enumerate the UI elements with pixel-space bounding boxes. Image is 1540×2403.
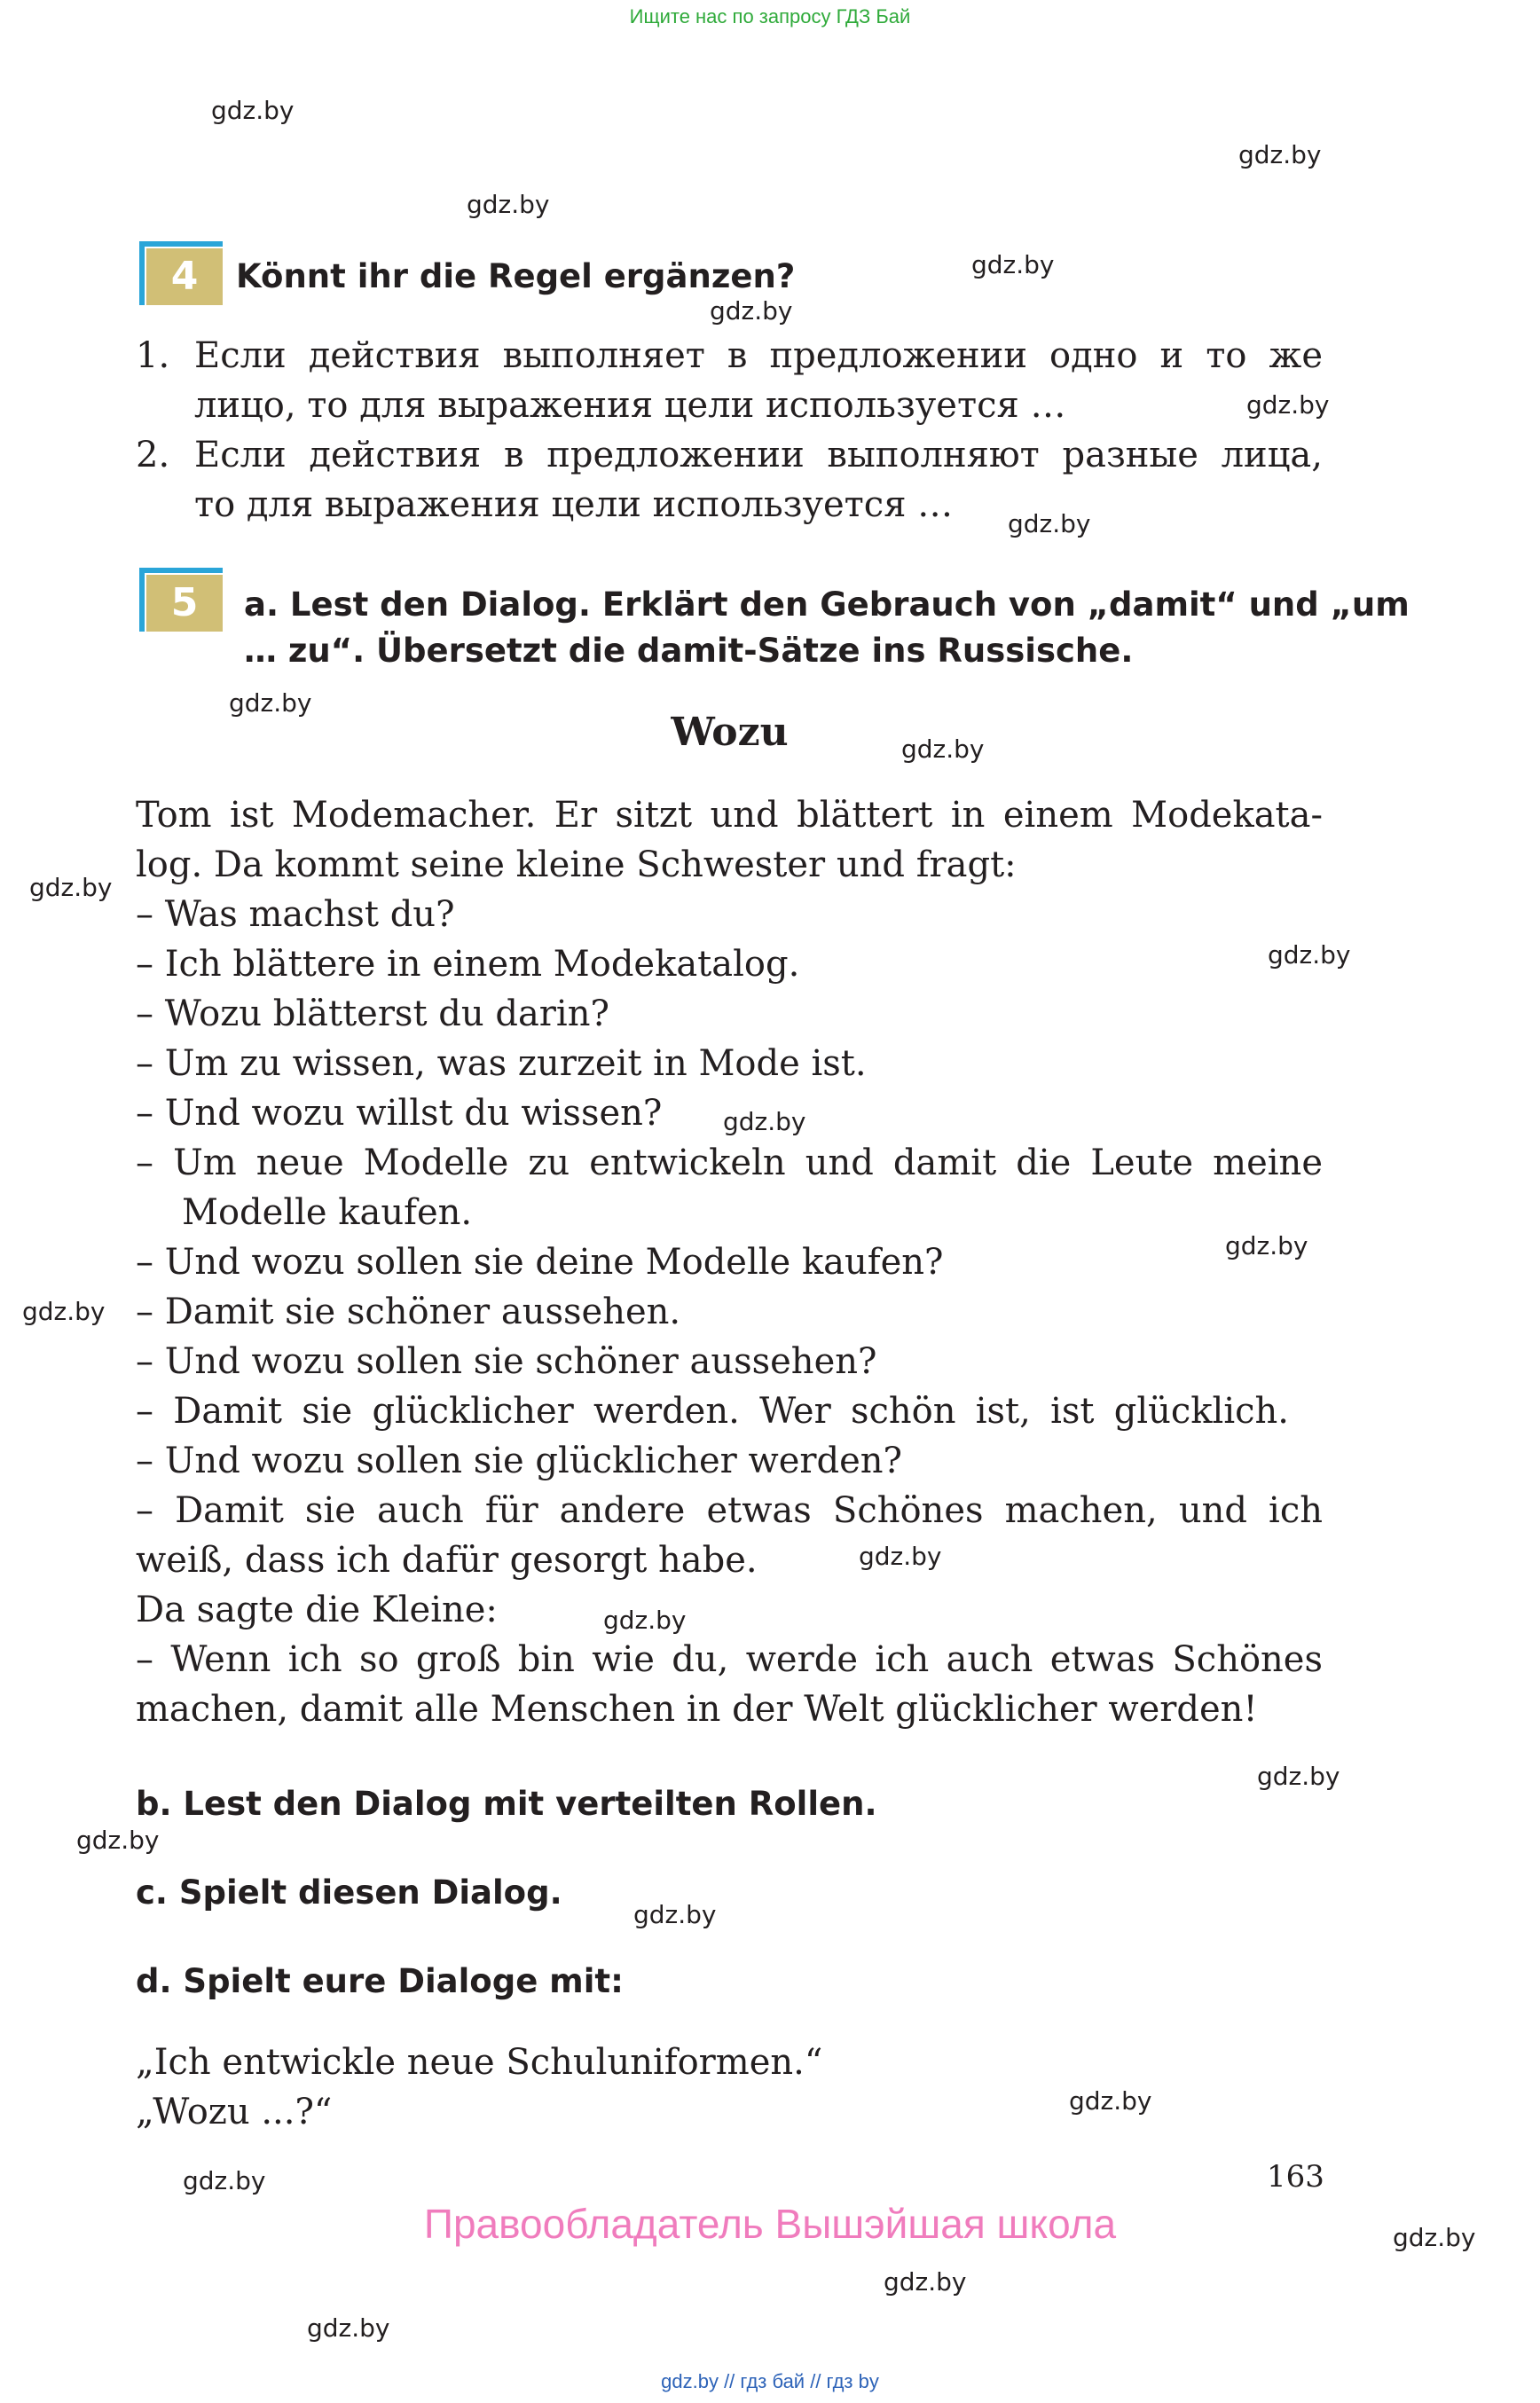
dialog-line: – Damit sie schöner aussehen.	[136, 1292, 681, 1332]
watermark: gdz.by	[884, 2267, 967, 2297]
watermark: gdz.by	[1008, 509, 1091, 538]
watermark: gdz.by	[603, 1606, 687, 1635]
dialog-line: – Um neue Modelle zu entwickeln und damit die Leute meine	[136, 1143, 1323, 1183]
dialog-line: – Was machst du?	[136, 894, 455, 935]
dialog-line: – Wenn ich so groß bin wie du, werde ich auch etwas Schönes	[136, 1639, 1323, 1680]
rights-holder-notice: Правообладатель Вышэйшая школа	[423, 2201, 1117, 2247]
dialog-line: – Um zu wissen, was zurzeit in Mode ist.	[136, 1043, 867, 1084]
watermark: gdz.by	[29, 873, 113, 902]
dialog-line: – Wozu blätterst du darin?	[136, 993, 609, 1034]
watermark: gdz.by	[211, 96, 295, 125]
list-marker: 2.	[136, 435, 170, 475]
watermark: gdz.by	[1246, 390, 1330, 420]
watermark: gdz.by	[1238, 140, 1322, 169]
dialog-prompt: „Ich entwickle neue Schuluniformen.“	[136, 2042, 823, 2083]
dialog-line: machen, damit alle Menschen in der Welt glücklicher werden!	[136, 1689, 1258, 1730]
rule-line: лицо, то для выражения цели используется …	[194, 385, 1066, 426]
rule-line: Если действия выполняет в предложении одно и то же	[194, 335, 1323, 376]
header-search-link[interactable]: Ищите нас по запросу ГДЗ Бай	[629, 5, 911, 27]
rule-line: Если действия в предложении выполняют разные лица,	[194, 435, 1323, 475]
footer-links[interactable]: gdz.by // гдз бай // гдз by	[661, 2370, 879, 2392]
exercise-number-badge: 4	[146, 248, 223, 305]
watermark: gdz.by	[467, 190, 550, 219]
watermark: gdz.by	[710, 296, 793, 326]
text-line: Da sagte die Kleine:	[136, 1590, 498, 1630]
exercise-5-task-d: d. Spielt eure Dialoge mit:	[136, 1962, 624, 2000]
watermark: gdz.by	[1257, 1762, 1340, 1791]
exercise-5-task-c: c. Spielt diesen Dialog.	[136, 1873, 562, 1912]
watermark: gdz.by	[76, 1826, 160, 1855]
dialog-line: – Ich blättere in einem Modekatalog.	[136, 944, 800, 985]
rule-line: то для выражения цели используется …	[194, 484, 954, 525]
watermark: gdz.by	[307, 2313, 390, 2343]
text-line: log. Da kommt seine kleine Schwester und fragt:	[136, 844, 1017, 885]
watermark: gdz.by	[1393, 2223, 1476, 2252]
dialog-prompt: „Wozu ...?“	[136, 2092, 333, 2132]
list-marker: 1.	[136, 335, 170, 376]
exercise-5-task-a: … zu“. Übersetzt die damit-Sätze ins Russische.	[244, 632, 1134, 670]
text-title: Wozu	[671, 710, 789, 755]
dialog-line: – Damit sie auch für andere etwas Schönes machen, und ich	[136, 1490, 1323, 1531]
watermark: gdz.by	[723, 1107, 806, 1136]
text-line: Tom ist Modemacher. Er sitzt und blättert in einem Modekata-	[136, 795, 1323, 836]
watermark: gdz.by	[183, 2166, 266, 2195]
watermark: gdz.by	[859, 1542, 942, 1571]
exercise-number-badge: 5	[146, 575, 223, 632]
dialog-line: – Und wozu willst du wissen?	[136, 1093, 663, 1134]
watermark: gdz.by	[633, 1900, 717, 1929]
watermark: gdz.by	[22, 1297, 106, 1326]
watermark: gdz.by	[1069, 2086, 1152, 2116]
page-number: 163	[1267, 2159, 1324, 2195]
dialog-line: – Und wozu sollen sie schöner aussehen?	[136, 1341, 877, 1382]
dialog-line: – Damit sie glücklicher werden. Wer schön ist, ist glücklich.	[136, 1391, 1289, 1432]
watermark: gdz.by	[901, 734, 985, 764]
watermark: gdz.by	[971, 250, 1055, 279]
watermark: gdz.by	[229, 688, 312, 718]
dialog-line: – Und wozu sollen sie glücklicher werden?	[136, 1441, 903, 1481]
watermark: gdz.by	[1225, 1231, 1308, 1260]
exercise-5-task-b: b. Lest den Dialog mit verteilten Rollen.	[136, 1785, 877, 1823]
exercise-5-task-a: a. Lest den Dialog. Erklärt den Gebrauch von „damit“ und „um	[244, 585, 1410, 624]
dialog-line: Modelle kaufen.	[182, 1192, 473, 1233]
dialog-line: weiß, dass ich dafür gesorgt habe.	[136, 1540, 758, 1581]
dialog-line: – Und wozu sollen sie deine Modelle kaufen?	[136, 1242, 944, 1283]
exercise-4-title: Könnt ihr die Regel ergänzen?	[236, 257, 796, 295]
watermark: gdz.by	[1268, 940, 1351, 970]
